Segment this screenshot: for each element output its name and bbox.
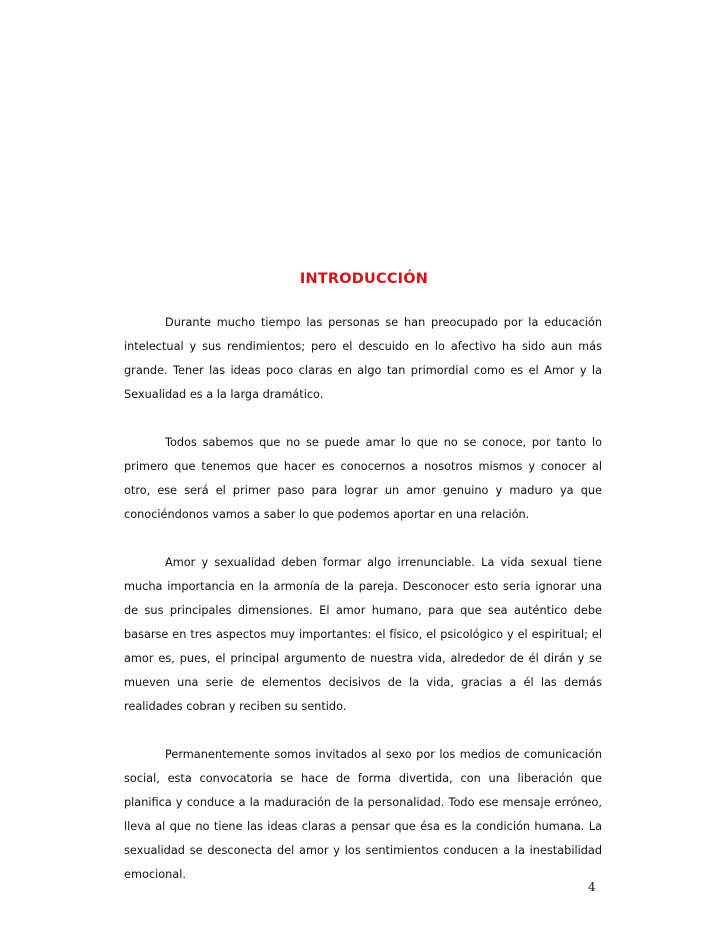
paragraph-3: Amor y sexualidad deben formar algo irrenunciable. La vida sexual tiene mucha importancia en la armonía de la pareja. Desconocer esto seria ignorar una de sus principales dimensiones. El amor humano, para que sea auténtico debe basarse en tres aspectos muy importantes: el físico, el psicológico y el espiritual; el amor es, pues, el principal argumento de nuestra vida, alrededor de él dirán y se mueven una serie de elementos decisivos de la vida, gracias a él las demás realidades cobran y reciben su sentido. — [124, 556, 602, 713]
page-number: 4 — [588, 880, 596, 894]
paragraph-1: Durante mucho tiempo las personas se han preocupado por la educación intelectual y sus rendimientos; pero el descuido en lo afectivo ha sido aun más grande. Tener las ideas poco claras en algo tan primordial como es el Amor y la Sexualidad es a la larga dramático. — [124, 316, 602, 401]
paragraph-4: Permanentemente somos invitados al sexo por los medios de comunicación social, esta convocatoria se hace de forma divertida, con una liberación que planifica y conduce a la maduración de la personalidad. Todo ese mensaje erróneo, lleva al que no tiene las ideas claras a pensar que ésa es la condición humana. La sexualidad se desconecta del amor y los sentimientos conducen a la inestabilidad emocional. — [124, 748, 602, 881]
paragraph-2: Todos sabemos que no se puede amar lo que no se conoce, por tanto lo primero que tenemos que hacer es conocernos a nosotros mismos y conocer al otro, ese será el primer paso para lograr un amor genuino y maduro ya que conociéndonos vamos a saber lo que podemos aportar en una relación. — [124, 436, 602, 521]
page-heading: INTRODUCCIÓN — [299, 271, 429, 287]
body-text — [124, 311, 602, 911]
